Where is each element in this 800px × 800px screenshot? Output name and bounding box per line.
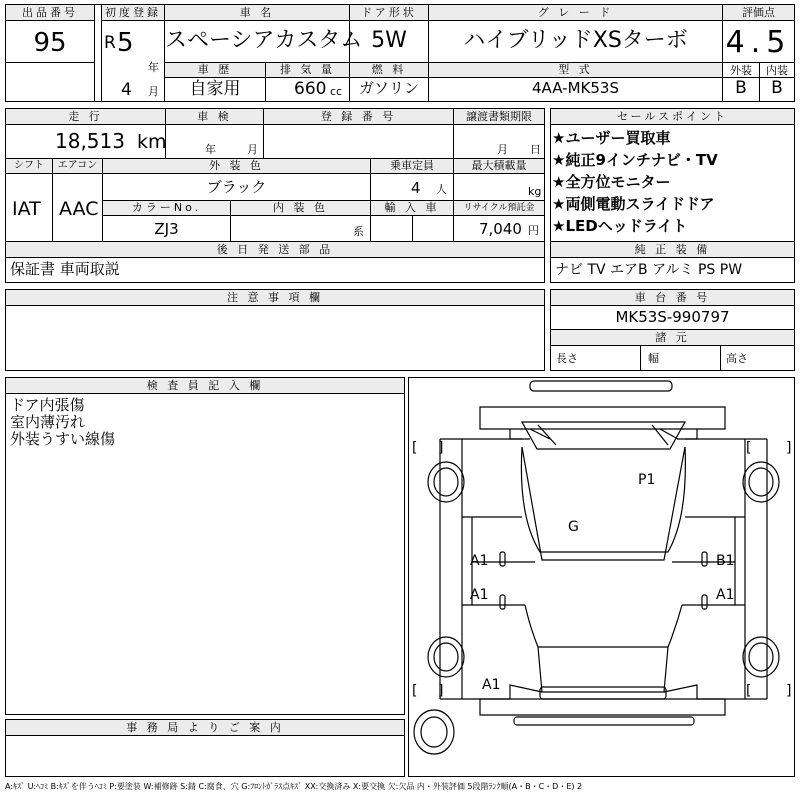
selling-points-label: セールスポイント <box>551 109 794 125</box>
bracket-right-top-close: ] <box>786 440 792 456</box>
bracket-left-top-close: ] <box>438 440 444 456</box>
interior-grade: B <box>771 78 783 98</box>
mark-p1: P1 <box>638 472 656 488</box>
selling-point-item: ★LEDヘッドライト <box>552 217 688 235</box>
inspector-line: ドア内張傷 <box>10 396 85 414</box>
mark-a1-rear-right: A1 <box>716 587 735 603</box>
max-load-label: 最大積載量 <box>454 159 544 174</box>
inspector-line: 外装うすい線傷 <box>10 430 116 448</box>
model-label: 型 式 <box>429 63 722 77</box>
history: 自家用 <box>189 79 241 99</box>
month-unit: 月 <box>148 85 159 98</box>
equipment-label: 純 正 装 備 <box>551 242 794 258</box>
door-type: 5W <box>371 28 407 53</box>
displacement: 660 <box>294 79 327 99</box>
displacement-label: 排 気 量 <box>266 63 349 77</box>
inspector-line: 室内薄汚れ <box>10 413 86 431</box>
bracket-left-bottom: [ <box>412 683 418 699</box>
car-condition-diagram <box>410 377 797 777</box>
mileage-label: 走 行 <box>6 109 165 125</box>
lot-label: 出品番号 <box>6 5 94 21</box>
exterior-grade: B <box>735 78 747 98</box>
fuel-label: 燃 料 <box>350 63 428 77</box>
mark-a1-front-left: A1 <box>470 553 489 569</box>
chassis-label: 車 台 番 号 <box>551 290 794 306</box>
mark-g: G <box>568 519 579 535</box>
era: R <box>104 33 116 53</box>
score: 4.5 <box>725 25 792 60</box>
inspection-label: 車 検 <box>166 109 263 125</box>
max-load-unit: kg <box>528 185 542 198</box>
int-color-unit: 系 <box>353 225 364 238</box>
grade: ハイブリッドXSターボ <box>463 28 688 53</box>
later-parts: 保証書 車両取説 <box>10 260 120 278</box>
bracket-right-bottom-close: ] <box>786 683 792 699</box>
transfer-label: 譲渡書類期限 <box>454 109 544 125</box>
fuel: ガソリン <box>358 79 419 97</box>
office-label: 事 務 局 よ り ご 案 内 <box>6 720 404 736</box>
later-parts-label: 後 日 発 送 部 品 <box>6 242 544 258</box>
bracket-left-bottom-close: ] <box>438 683 444 699</box>
recycle-unit: 円 <box>528 224 539 237</box>
selling-point-item: ★ユーザー買取車 <box>552 129 671 147</box>
reg-no-label: 登 録 番 号 <box>264 109 453 125</box>
lot-number: 95 <box>33 28 67 58</box>
mileage: 18,513 <box>55 129 125 153</box>
capacity-unit: 人 <box>436 183 447 196</box>
height-label: 高さ <box>726 352 748 365</box>
insp-year-unit: 年 <box>205 143 216 156</box>
notes-label: 注 意 事 項 欄 <box>6 290 544 306</box>
ext-color-label: 外 装 色 <box>103 159 370 174</box>
equipment: ナビ TV エアB アルミ PS PW <box>555 262 743 278</box>
int-color-label: 内 装 色 <box>231 201 370 216</box>
reg-month: 4 <box>121 80 132 100</box>
selling-point-item: ★両側電動スライドドア <box>552 195 715 213</box>
legend: A:ｷｽﾞ U:ﾍｺﾐ B:ｷｽﾞを伴うﾍｺﾐ P:要塗装 W:補修跡 S:錆 C:腐食、穴 G:ﾌﾛﾝﾄｶﾞﾗｽ点ｷｽﾞ XX:交換済み X:要交換 欠:欠品 内・外装評価 5段階ﾗﾝｸ順(A・B・C・D・E) 2 <box>5 782 583 791</box>
color-no: ZJ3 <box>154 220 179 238</box>
selling-point-item: ★全方位モニター <box>552 173 671 191</box>
bracket-right-bottom: [ <box>746 683 752 699</box>
grade-label: グ レ ー ド <box>429 5 722 21</box>
car-name: スペーシアカスタム <box>165 28 363 53</box>
mileage-unit: km <box>137 131 167 153</box>
dims-label: 諸 元 <box>551 330 794 346</box>
transfer-month-unit: 月 <box>497 143 508 156</box>
chassis-number: MK53S-990797 <box>615 308 730 326</box>
bracket-left-top: [ <box>412 440 418 456</box>
recycle-fee: 7,040 <box>479 220 522 238</box>
model-code: 4AA-MK53S <box>532 79 619 97</box>
score-label: 評価点 <box>723 5 794 21</box>
color-no-label: カラーNo. <box>103 201 230 216</box>
transfer-day-unit: 日 <box>530 143 541 156</box>
exterior-label: 外装 <box>730 64 752 77</box>
history-label: 車 歴 <box>165 63 265 77</box>
car-name-label: 車 名 <box>165 5 349 21</box>
capacity-label: 乗車定員 <box>371 159 453 174</box>
ext-color: ブラック <box>206 178 267 196</box>
door-label: ドア形状 <box>350 5 428 21</box>
shift: IAT <box>12 198 41 220</box>
mark-a1-rear-left: A1 <box>470 587 489 603</box>
ac: AAC <box>59 198 99 220</box>
insp-month-unit: 月 <box>247 143 258 156</box>
length-label: 長さ <box>556 352 578 365</box>
mark-a1-bottom: A1 <box>482 677 501 693</box>
first-reg-label: 初度登録 <box>102 5 164 21</box>
interior-label: 内装 <box>766 64 788 77</box>
inspector-label: 検 査 員 記 入 欄 <box>6 378 404 394</box>
selling-point-item: ★純正9インチナビ・TV <box>552 151 718 169</box>
capacity: 4 <box>411 179 421 197</box>
displacement-unit: cc <box>330 85 343 98</box>
width-label: 幅 <box>648 352 659 365</box>
year-unit: 年 <box>148 61 159 74</box>
bracket-right-top: [ <box>746 440 752 456</box>
recycle-label: リサイクル預託金 <box>454 201 544 216</box>
reg-year: 5 <box>117 28 134 58</box>
ac-label: エアコン <box>53 159 102 174</box>
import-label: 輸 入 車 <box>371 201 453 216</box>
shift-label: シフト <box>6 159 52 174</box>
mark-b1-front-right: B1 <box>716 553 735 569</box>
